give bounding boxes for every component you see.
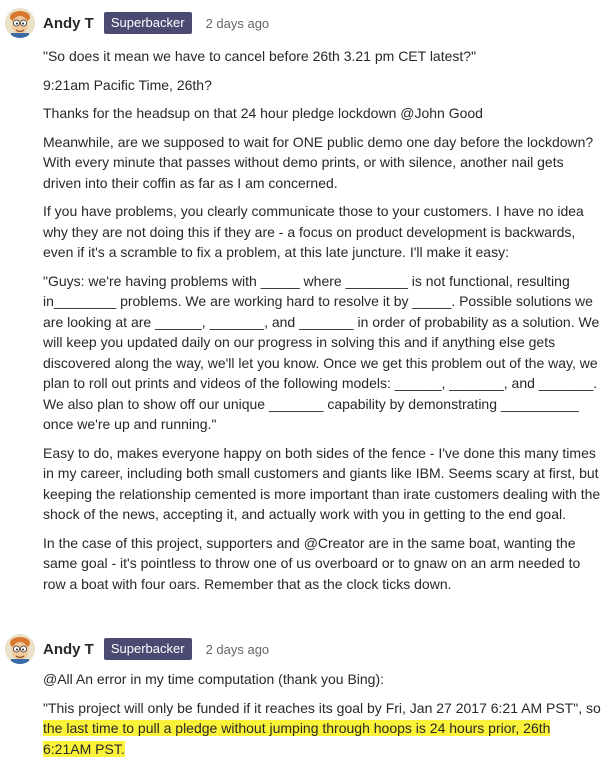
timestamp[interactable]: 2 days ago (205, 15, 270, 31)
comment-paragraph: "So does it mean we have to cancel before 26th 3.21 pm CET latest?" (43, 48, 477, 64)
cartoon-face-avatar-icon (5, 8, 35, 38)
comment-paragraph: "Guys: we're having problems with _____ where ________ is not functional, resulting in________ problems. We are working hard to resolve it by _____. Possible solutions we are looking at are ______, _______, and _______ in order of probability as a solution. We will keep you updated daily on our progress in solving this and if anything else gets discovered along the way, we'll let you know. Once we get this problem out of the way, we plan to roll out prints and videos of the following models: ______, _______, and _______. We also plan to show off our unique _______ capability by demonstrating __________ once we're up and running." (43, 272, 600, 432)
comment-paragraph: In the case of this project, supporters and @Creator are in the same boat, wanting the same goal - it's pointless to throw one of us overboard or to gnaw on an arm needed to row a boat with four oars. Remember that as the clock ticks down. (43, 534, 581, 592)
comment-paragraph: Thanks for the headsup on that 24 hour pledge lockdown @John Good (43, 105, 483, 121)
superbacker-badge: Superbacker (104, 638, 192, 660)
timestamp[interactable]: 2 days ago (205, 641, 270, 657)
comment-body (43, 669, 601, 767)
superbacker-badge: Superbacker (104, 12, 192, 34)
cartoon-face-avatar-icon (5, 634, 35, 664)
comment-header (43, 12, 269, 34)
comment-paragraph: Meanwhile, are we supposed to wait for ONE public demo one day before the lockdown? With every minute that passes without demo prints, or with silence, another nail gets driven into their coffin as far as I am concerned. (43, 133, 594, 191)
comment-paragraph (43, 698, 601, 760)
comment-paragraph: Easy to do, makes everyone happy on both sides of the fence - I've done this many times in my career, including both small customers and giants like IBM. Seems scary at first, but keeping the relationship cemented is more important than irate customers dealing with the shock of the news, accepting it, and actually work with you in getting to the end goal. (43, 444, 601, 522)
avatar[interactable] (5, 8, 35, 38)
comment-paragraph: 9:21am Pacific Time, 26th? (43, 76, 212, 93)
comment-paragraph: @All An error in my time computation (thank you Bing): (43, 671, 385, 687)
comment-paragraph: If you have problems, you clearly communicate those to your customers. I have no idea why they are not doing this if they are - a focus on product development is backwards, even if it's a scramble to fix a problem, at this late juncture. I'll make it easy: (43, 203, 584, 260)
comment-text: "This project will only be funded if it reaches its goal by Fri, Jan 27 2017 6:21 AM PST", so (43, 699, 601, 716)
comment-body (43, 46, 601, 602)
author-name[interactable]: Andy T (43, 14, 94, 32)
highlighted-text: the last time to pull a pledge without jumping through hoops is 24 hours prior, 26th 6:21AM PST. (43, 720, 551, 757)
avatar[interactable] (5, 634, 35, 664)
author-name[interactable]: Andy T (43, 640, 94, 658)
comment-header (43, 638, 269, 660)
